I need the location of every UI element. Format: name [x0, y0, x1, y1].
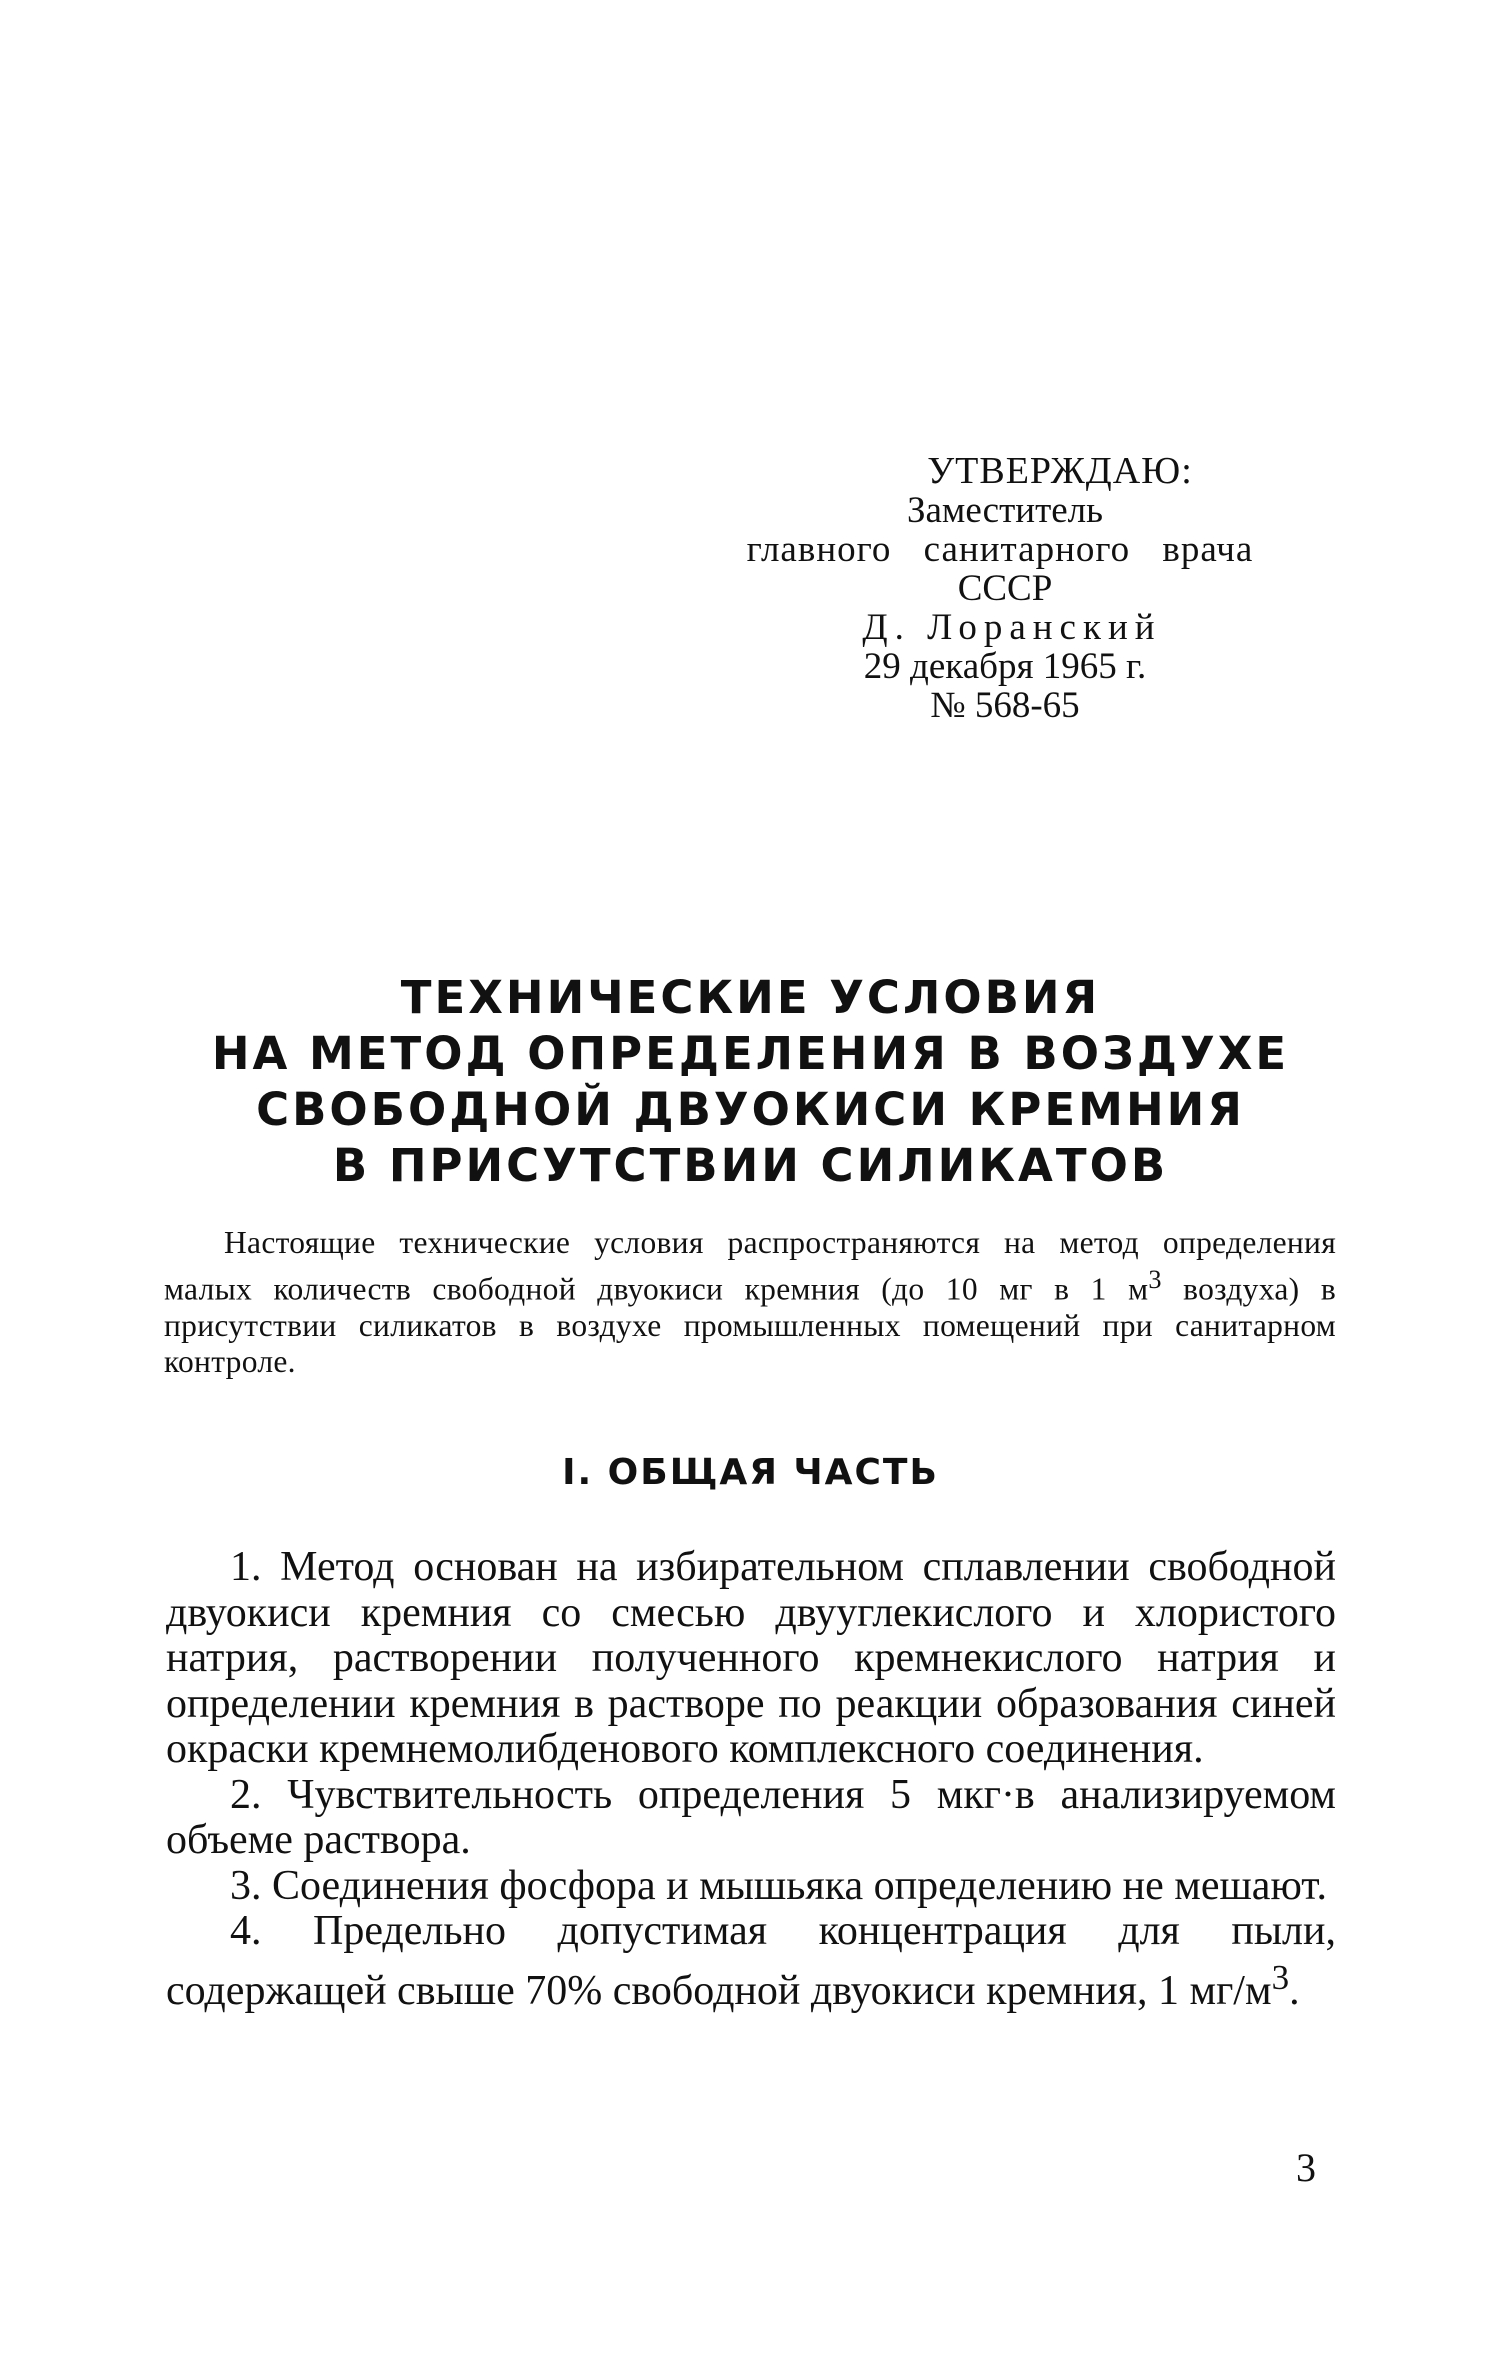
title-line: ТЕХНИЧЕСКИЕ УСЛОВИЯ [400, 971, 1101, 1024]
section-items [166, 1545, 1336, 2014]
intro-text-start: Настоящие технические условия распространяются на метод определения малых количеств свободной двуокиси кремния (до 10 мг в 1 м [164, 1225, 1336, 1306]
title-line: НА МЕТОД ОПРЕДЕЛЕНИЯ В ВОЗДУХЕ [211, 1027, 1290, 1080]
document-title [160, 970, 1341, 1194]
title-line: СВОБОДНОЙ ДВУОКИСИ КРЕМНИЯ [256, 1083, 1245, 1136]
approval-block [740, 452, 1260, 725]
page-number: 3 [1296, 2145, 1316, 2190]
section-heading: I. ОБЩАЯ ЧАСТЬ [562, 1452, 939, 1493]
item4-text-start: 4. Предельно допустимая концентрация для пыли, содержащей свыше 70% свободной двуокиси кремния, 1 мг/м [166, 1908, 1336, 2014]
intro-superscript: 3 [1148, 1264, 1162, 1294]
list-item: 3. Соединения фосфора и мышьяка определению не мешают. [230, 1862, 1327, 1909]
approval-heading: УТВЕРЖДАЮ: [927, 450, 1193, 492]
intro-text-end: воздуха) в присутствии силикатов в воздухе промышленных помещений при санитарном контроле. [164, 1271, 1336, 1379]
item4-superscript: 3 [1271, 1957, 1290, 1997]
approval-position-line3: СССР [957, 568, 1053, 609]
approval-number: № 568-65 [930, 685, 1080, 726]
title-line: В ПРИСУТСТВИИ СИЛИКАТОВ [332, 1139, 1169, 1192]
approval-date: 29 декабря 1965 г. [863, 646, 1147, 687]
approval-position-line1: Заместитель [906, 490, 1104, 531]
list-item: 2. Чувствительность определения 5 мкг·в анализируемом объеме раствора. [166, 1771, 1336, 1863]
intro-paragraph [164, 1225, 1336, 1381]
list-item [166, 1909, 1336, 2014]
item4-text-end: . [1289, 1967, 1300, 2014]
approval-position-line2: главного санитарного врача [746, 529, 1254, 570]
list-item: 1. Метод основан на избирательном сплавлении свободной двуокиси кремния со смесью двууглекислого и хлористого натрия, растворении полученного кремнекислого натрия и определении кремния в растворе по реакции образования синей окраски кремнемолибденового комплексного соединения. [166, 1544, 1336, 1772]
approval-signatory: Д. Лоранский [862, 607, 1162, 648]
